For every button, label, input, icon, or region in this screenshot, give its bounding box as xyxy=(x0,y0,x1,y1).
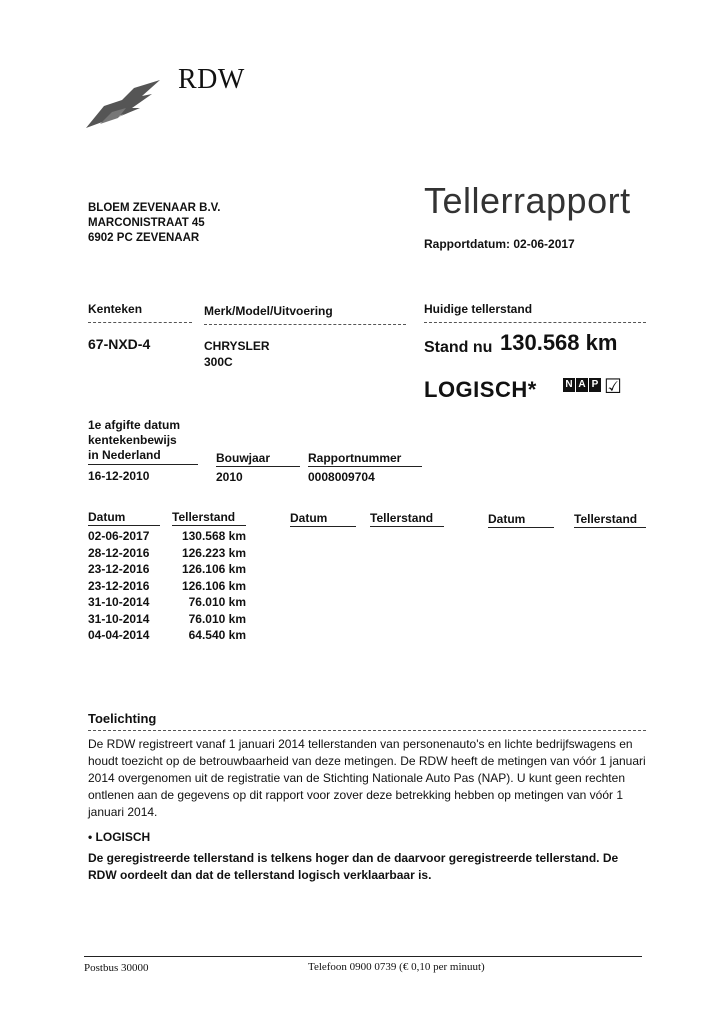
footer-postbus: Postbus 30000 xyxy=(84,962,149,974)
address-line: BLOEM ZEVENAAR B.V. xyxy=(88,202,221,214)
col-datum: Datum xyxy=(88,510,160,526)
page-title: Tellerrapport xyxy=(424,180,631,221)
logisch-bullet: • LOGISCH xyxy=(88,830,151,844)
afgifte-label-line: 1e afgifte datum xyxy=(88,418,181,432)
history-stand: 126.223 km xyxy=(181,545,246,560)
toelichting-heading: Toelichting xyxy=(88,711,157,726)
history-date: 31-10-2014 xyxy=(88,611,150,626)
divider xyxy=(204,324,406,325)
rdw-bird-logo xyxy=(82,78,166,130)
table-row xyxy=(88,611,246,628)
logisch-label: LOGISCH* xyxy=(424,377,537,402)
stand-label: Stand nu xyxy=(424,339,493,356)
col-tellerstand: Tellerstand xyxy=(574,512,646,528)
divider xyxy=(88,730,646,731)
afgifte-value: 16-12-2010 xyxy=(88,469,150,483)
nap-badge xyxy=(563,378,601,392)
history-stand: 126.106 km xyxy=(181,578,246,593)
merk-label: Merk/Model/Uitvoering xyxy=(204,304,333,318)
model-value: 300C xyxy=(204,355,233,369)
rapportnummer-label: Rapportnummer xyxy=(308,451,422,467)
address-line: 6902 PC ZEVENAAR xyxy=(88,232,200,244)
org-name: RDW xyxy=(178,64,245,95)
nap-letter: A xyxy=(576,378,588,392)
report-date xyxy=(424,237,575,251)
recipient-address xyxy=(88,201,220,246)
afgifte-label-line: in Nederland xyxy=(88,448,198,465)
huidige-label: Huidige tellerstand xyxy=(424,302,533,316)
history-date: 28-12-2016 xyxy=(88,545,150,560)
history-date: 31-10-2014 xyxy=(88,595,150,609)
col-datum: Datum xyxy=(488,512,554,528)
table-row xyxy=(88,528,246,545)
table-row xyxy=(88,545,246,562)
table-row xyxy=(88,627,246,644)
footer-telefoon: Telefoon 0900 0739 (€ 0,10 per minuut) xyxy=(308,961,485,973)
afgifte-label-line: kentekenbewijs xyxy=(88,433,177,447)
footer-divider xyxy=(84,956,642,957)
address-line: MARCONISTRAAT 45 xyxy=(88,217,205,229)
history-table xyxy=(88,528,246,644)
toelichting-text: De RDW registreert vanaf 1 januari 2014 tellerstanden van personenauto's en lichte bedrijfswagens en houdt toezicht op de betrouwbaarheid van deze metingen. De RDW heeft de metingen van vóór 1 januari 2014 overgenomen uit de registratie van de Stichting Nationale Auto Pas (NAP). U kunt geen rechten ontlenen aan de gegevens op dit rapport voor zover deze betrekking hebben op metingen van vóór 1 januari 2014. xyxy=(88,737,646,819)
stand-value: 130.568 km xyxy=(500,330,618,355)
col-tellerstand: Tellerstand xyxy=(172,510,246,526)
history-stand: 76.010 km xyxy=(188,595,246,609)
afgifte-label xyxy=(88,418,198,465)
table-row xyxy=(88,594,246,611)
bouwjaar-label: Bouwjaar xyxy=(216,451,300,467)
divider xyxy=(424,322,646,323)
history-stand: 64.540 km xyxy=(188,628,246,642)
kenteken-value: 67-NXD-4 xyxy=(88,336,151,352)
col-tellerstand: Tellerstand xyxy=(370,511,444,527)
bouwjaar-value: 2010 xyxy=(216,470,243,484)
history-stand: 130.568 km xyxy=(181,529,246,543)
report-date-value: 02-06-2017 xyxy=(513,237,575,251)
logisch-explanation: De geregistreerde tellerstand is telkens hoger dan de daarvoor geregistreerde tellerstand. De RDW oordeelt dan dat de tellerstand logisch verklaarbaar is. xyxy=(88,851,619,882)
history-date: 23-12-2016 xyxy=(88,578,150,593)
kenteken-label: Kenteken xyxy=(88,302,143,316)
col-datum: Datum xyxy=(290,511,356,527)
merk-model xyxy=(204,338,270,370)
history-date: 23-12-2016 xyxy=(88,562,150,576)
rapportnummer-value: 0008009704 xyxy=(308,470,375,484)
divider xyxy=(88,322,192,323)
nap-letter: P xyxy=(589,378,601,392)
merk-value: CHRYSLER xyxy=(204,339,270,353)
history-date: 04-04-2014 xyxy=(88,628,150,642)
checkmark-icon: ☑ xyxy=(604,376,622,398)
nap-letter: N xyxy=(563,378,575,392)
report-date-label: Rapportdatum: xyxy=(424,237,510,251)
history-stand: 126.106 km xyxy=(181,562,246,576)
table-row xyxy=(88,578,246,595)
table-row xyxy=(88,561,246,578)
history-stand: 76.010 km xyxy=(188,611,246,626)
history-date: 02-06-2017 xyxy=(88,529,150,543)
